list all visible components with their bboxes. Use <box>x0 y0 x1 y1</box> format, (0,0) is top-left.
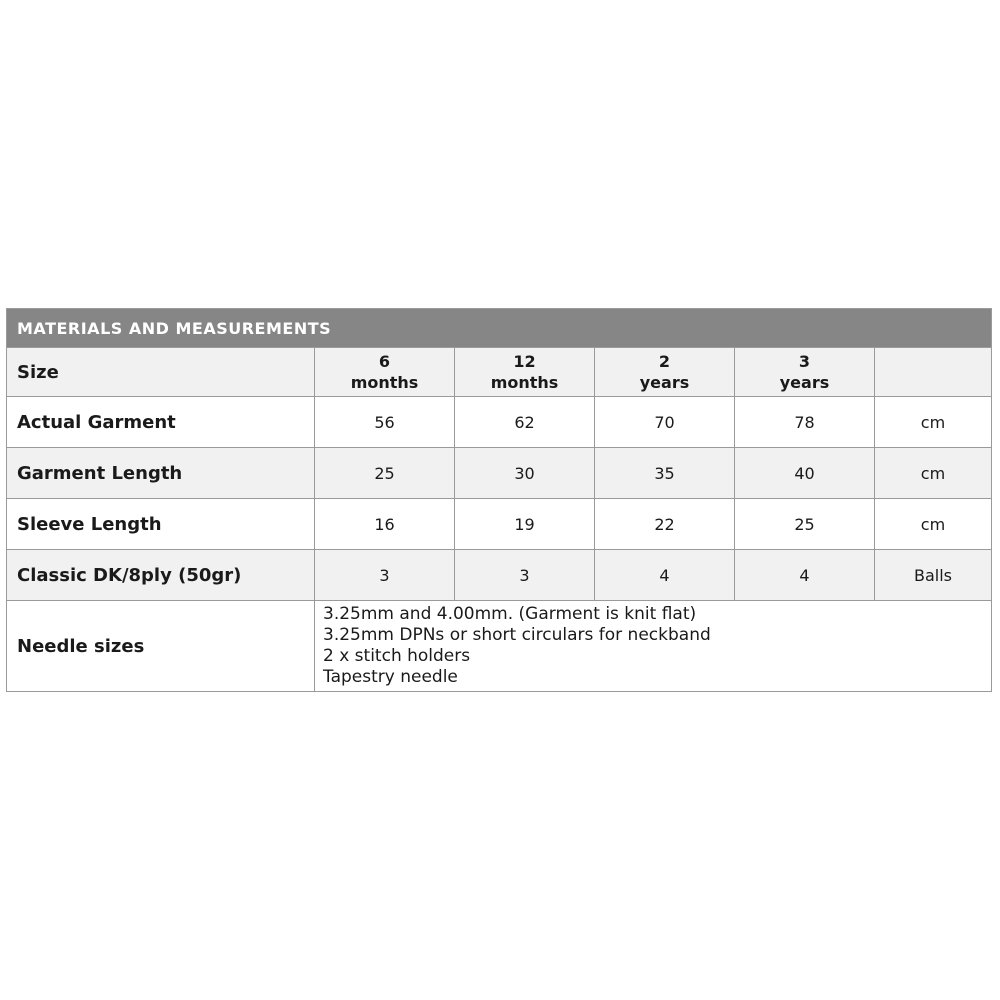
table-cell: 70 <box>595 397 735 448</box>
size-label: Size <box>7 348 315 397</box>
size-number: 6 <box>378 352 391 371</box>
size-number: 3 <box>798 352 811 371</box>
needle-line: 2 x stitch holders <box>323 646 471 666</box>
needle-details <box>315 601 992 692</box>
table-cell: 62 <box>455 397 595 448</box>
needle-row <box>7 601 992 692</box>
materials-measurements-sheet <box>6 308 991 692</box>
size-unit: years <box>639 373 690 392</box>
table-cell: 3 <box>455 550 595 601</box>
table-row <box>7 397 992 448</box>
table-row <box>7 550 992 601</box>
table-row <box>7 499 992 550</box>
unit-column-header <box>875 348 992 397</box>
table-cell: 4 <box>735 550 875 601</box>
size-column-header <box>455 348 595 397</box>
table-cell: 22 <box>595 499 735 550</box>
size-row <box>7 348 992 397</box>
size-number: 12 <box>513 352 536 371</box>
row-label: Garment Length <box>7 448 315 499</box>
needle-line: 3.25mm DPNs or short circulars for neckband <box>323 625 711 645</box>
table-cell: 35 <box>595 448 735 499</box>
size-number: 2 <box>658 352 671 371</box>
unit-cell: cm <box>875 397 992 448</box>
table-cell: 19 <box>455 499 595 550</box>
table-cell: 4 <box>595 550 735 601</box>
size-unit: months <box>350 373 419 392</box>
table-cell: 25 <box>735 499 875 550</box>
unit-cell: cm <box>875 499 992 550</box>
unit-cell: Balls <box>875 550 992 601</box>
size-column-header <box>315 348 455 397</box>
size-column-header <box>735 348 875 397</box>
size-unit: months <box>490 373 559 392</box>
table-cell: 3 <box>315 550 455 601</box>
table-title: MATERIALS AND MEASUREMENTS <box>7 309 992 348</box>
needle-line: 3.25mm and 4.00mm. (Garment is knit flat) <box>323 604 697 624</box>
table-cell: 16 <box>315 499 455 550</box>
materials-table <box>6 308 992 692</box>
size-column-header <box>595 348 735 397</box>
size-unit: years <box>779 373 830 392</box>
table-cell: 78 <box>735 397 875 448</box>
unit-cell: cm <box>875 448 992 499</box>
table-cell: 30 <box>455 448 595 499</box>
row-label: Actual Garment <box>7 397 315 448</box>
row-label: Sleeve Length <box>7 499 315 550</box>
needle-label: Needle sizes <box>7 601 315 692</box>
needle-line: Tapestry needle <box>323 667 458 687</box>
table-cell: 40 <box>735 448 875 499</box>
table-title-row <box>7 309 992 348</box>
table-cell: 56 <box>315 397 455 448</box>
row-label: Classic DK/8ply (50gr) <box>7 550 315 601</box>
table-row <box>7 448 992 499</box>
table-cell: 25 <box>315 448 455 499</box>
